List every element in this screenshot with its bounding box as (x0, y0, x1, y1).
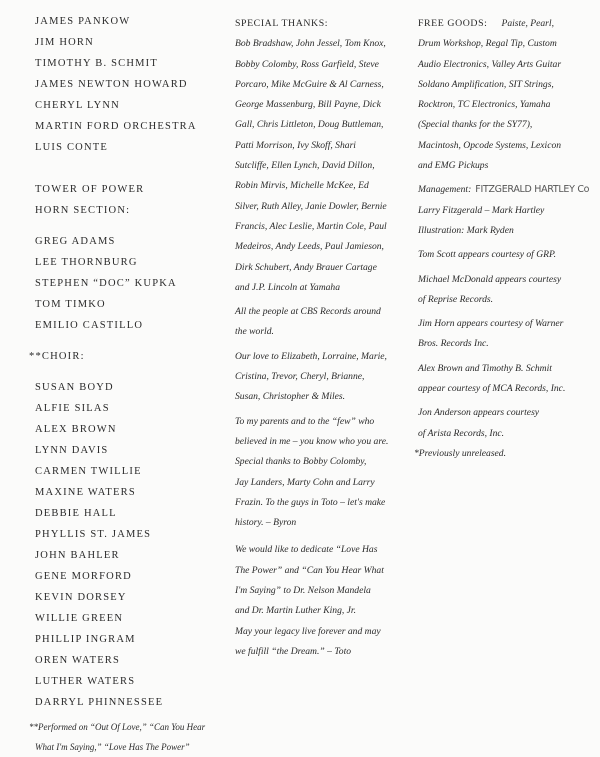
choir-member: ALFIE SILAS (35, 403, 110, 414)
text-line: Audio Electronics, Valley Arts Guitar (418, 58, 562, 70)
text-line: and Dr. Martin Luther King, Jr. (235, 605, 356, 617)
choir-footnote (29, 717, 225, 757)
credit-name: CHERYL LYNN (35, 100, 120, 111)
horn-heading: HORN SECTION: (35, 205, 131, 216)
text-line: we fulfill “the Dream.” – Toto (235, 645, 352, 657)
text-line: Tom Scott appears courtesy of GRP. (418, 249, 557, 261)
text-line: Porcaro, Mike McGuire & Al Carness, (235, 78, 384, 90)
byron-note (235, 412, 415, 534)
text-line: and J.P. Lincoln at Yamaha (235, 281, 341, 293)
text-line: Rocktron, TC Electronics, Yamaha (418, 99, 551, 111)
special-thanks-heading: SPECIAL THANKS: (235, 18, 329, 29)
credits-list (35, 11, 225, 158)
cbs-thanks (235, 302, 415, 343)
horn-member: EMILIO CASTILLO (35, 320, 144, 331)
courtesy-note (418, 270, 600, 311)
text-line: Gall, Chris Littleton, Doug Buttleman, (235, 119, 384, 131)
text-line: history. – Byron (235, 517, 297, 529)
text-line: George Massenburg, Bill Payne, Dick (235, 99, 381, 111)
special-thanks (235, 14, 415, 298)
courtesy-note (418, 245, 600, 265)
text-line: May your legacy live forever and may (235, 625, 381, 637)
text-line: Silver, Ruth Alley, Janie Dowler, Bernie (235, 200, 387, 212)
text-line: All the people at CBS Records around (235, 306, 381, 318)
horn-member: TOM TIMKO (35, 299, 106, 310)
choir-member: JOHN BAHLER (35, 550, 120, 561)
musicians-column (29, 11, 225, 757)
text-line: Medeiros, Andy Leeds, Paul Jamieson, (235, 241, 384, 253)
text-line: To my parents and to the “few” who (235, 415, 375, 427)
management (418, 180, 600, 241)
text-line: believed in me – you know who you are. (235, 435, 389, 447)
credit-name: JAMES NEWTON HOWARD (35, 79, 188, 90)
free-goods-heading: FREE GOODS: (418, 18, 488, 29)
text-line: Francis, Alec Leslie, Martin Cole, Paul (235, 220, 387, 232)
text-line: (Special thanks for the SY77), (418, 119, 533, 131)
text-line: Paiste, Pearl, (501, 18, 554, 29)
credit-name: JIM HORN (35, 37, 94, 48)
choir-member: SUSAN BOYD (35, 382, 114, 393)
credit-name: LUIS CONTE (35, 142, 108, 153)
credit-name: TIMOTHY B. SCHMIT (35, 58, 158, 69)
choir-member: KEVIN DORSEY (35, 592, 127, 603)
text-line: Drum Workshop, Regal Tip, Custom (418, 38, 557, 50)
text-line: Our love to Elizabeth, Lorraine, Marie, (235, 350, 387, 362)
text-line: We would like to dedicate “Love Has (235, 544, 378, 556)
text-line: Dirk Schubert, Andy Brauer Cartage (235, 261, 377, 273)
management-logo: FITZGERALD HARTLEY Co (475, 184, 590, 196)
text-line: Macintosh, Opcode Systems, Lexicon (418, 139, 562, 151)
horn-member: STEPHEN “DOC” KUPKA (35, 278, 177, 289)
footnote-line: **Performed on “Out Of Love,” “Can You Hear (29, 722, 206, 732)
text-line: Frazin. To the guys in Toto – let's make (235, 496, 386, 508)
choir-member: GENE MORFORD (35, 571, 132, 582)
choir-member: LUTHER WATERS (35, 676, 136, 687)
thanks-column (235, 14, 415, 666)
text-line: Susan, Christopher & Miles. (235, 391, 346, 403)
text-line: and EMG Pickups (418, 160, 489, 172)
text-line: of Arista Records, Inc. (418, 427, 505, 439)
text-line: Soldano Amplification, SIT Strings, (418, 78, 554, 90)
love-note (235, 347, 415, 408)
text-line: of Reprise Records. (418, 293, 494, 305)
choir-heading: **CHOIR: (29, 351, 85, 362)
choir-member: DARRYL PHINNESSEE (35, 697, 164, 708)
management-names: Larry Fitzgerald – Mark Hartley (418, 204, 545, 216)
text-line: the world. (235, 326, 274, 338)
text-line: Bob Bradshaw, John Jessel, Tom Knox, (235, 38, 386, 50)
text-line: Jay Landers, Marty Cohn and Larry (235, 476, 375, 488)
choir-member: DEBBIE HALL (35, 508, 117, 519)
credit-name: JAMES PANKOW (35, 16, 131, 27)
dedication (235, 540, 415, 662)
choir-member: LYNN DAVIS (35, 445, 109, 456)
text-line: Patti Morrison, Ivy Skoff, Shari (235, 139, 356, 151)
free-goods (418, 14, 600, 176)
text-line: Bros. Records Inc. (418, 338, 489, 350)
choir-member: CARMEN TWILLIE (35, 466, 142, 477)
footnote-line: What I'm Saying,” “Love Has The Power” (35, 742, 190, 752)
choir-member: WILLIE GREEN (35, 613, 124, 624)
choir-member: OREN WATERS (35, 655, 121, 666)
horn-list (35, 231, 225, 336)
choir-member: MAXINE WATERS (35, 487, 136, 498)
text-line: The Power” and “Can You Hear What (235, 564, 384, 576)
previously-unreleased-note: *Previously unreleased. (414, 447, 507, 459)
text-line: Jon Anderson appears courtesy (418, 407, 540, 419)
choir-member: PHILLIP INGRAM (35, 634, 136, 645)
text-line: Bobby Colomby, Ross Garfield, Steve (235, 58, 379, 70)
text-line: Michael McDonald appears courtesy (418, 273, 562, 285)
credit-name: MARTIN FORD ORCHESTRA (35, 121, 197, 132)
courtesy-note (418, 359, 600, 400)
management-label: Management: (418, 184, 472, 196)
text-line: appear courtesy of MCA Records, Inc. (418, 383, 566, 395)
courtesy-note (414, 403, 600, 464)
horn-member: LEE THORNBURG (35, 257, 138, 268)
text-line: Sutcliffe, Ellen Lynch, David Dillon, (235, 160, 375, 172)
text-line: Jim Horn appears courtesy of Warner (418, 318, 564, 330)
text-line: Cristina, Trevor, Cheryl, Brianne, (235, 371, 365, 383)
horn-member: GREG ADAMS (35, 236, 116, 247)
illustration-credit: Illustration: Mark Ryden (418, 224, 514, 236)
business-column (414, 14, 600, 464)
courtesy-note (418, 314, 600, 355)
text-line: Special thanks to Bobby Colomby, (235, 456, 367, 468)
horn-heading: TOWER OF POWER (35, 184, 145, 195)
text-line: I'm Saying” to Dr. Nelson Mandela (235, 585, 371, 597)
choir-member: ALEX BROWN (35, 424, 117, 435)
choir-member: PHYLLIS ST. JAMES (35, 529, 152, 540)
choir-list (35, 377, 225, 713)
text-line: Robin Mirvis, Michelle McKee, Ed (235, 180, 369, 192)
text-line: Alex Brown and Timothy B. Schmit (418, 362, 552, 374)
